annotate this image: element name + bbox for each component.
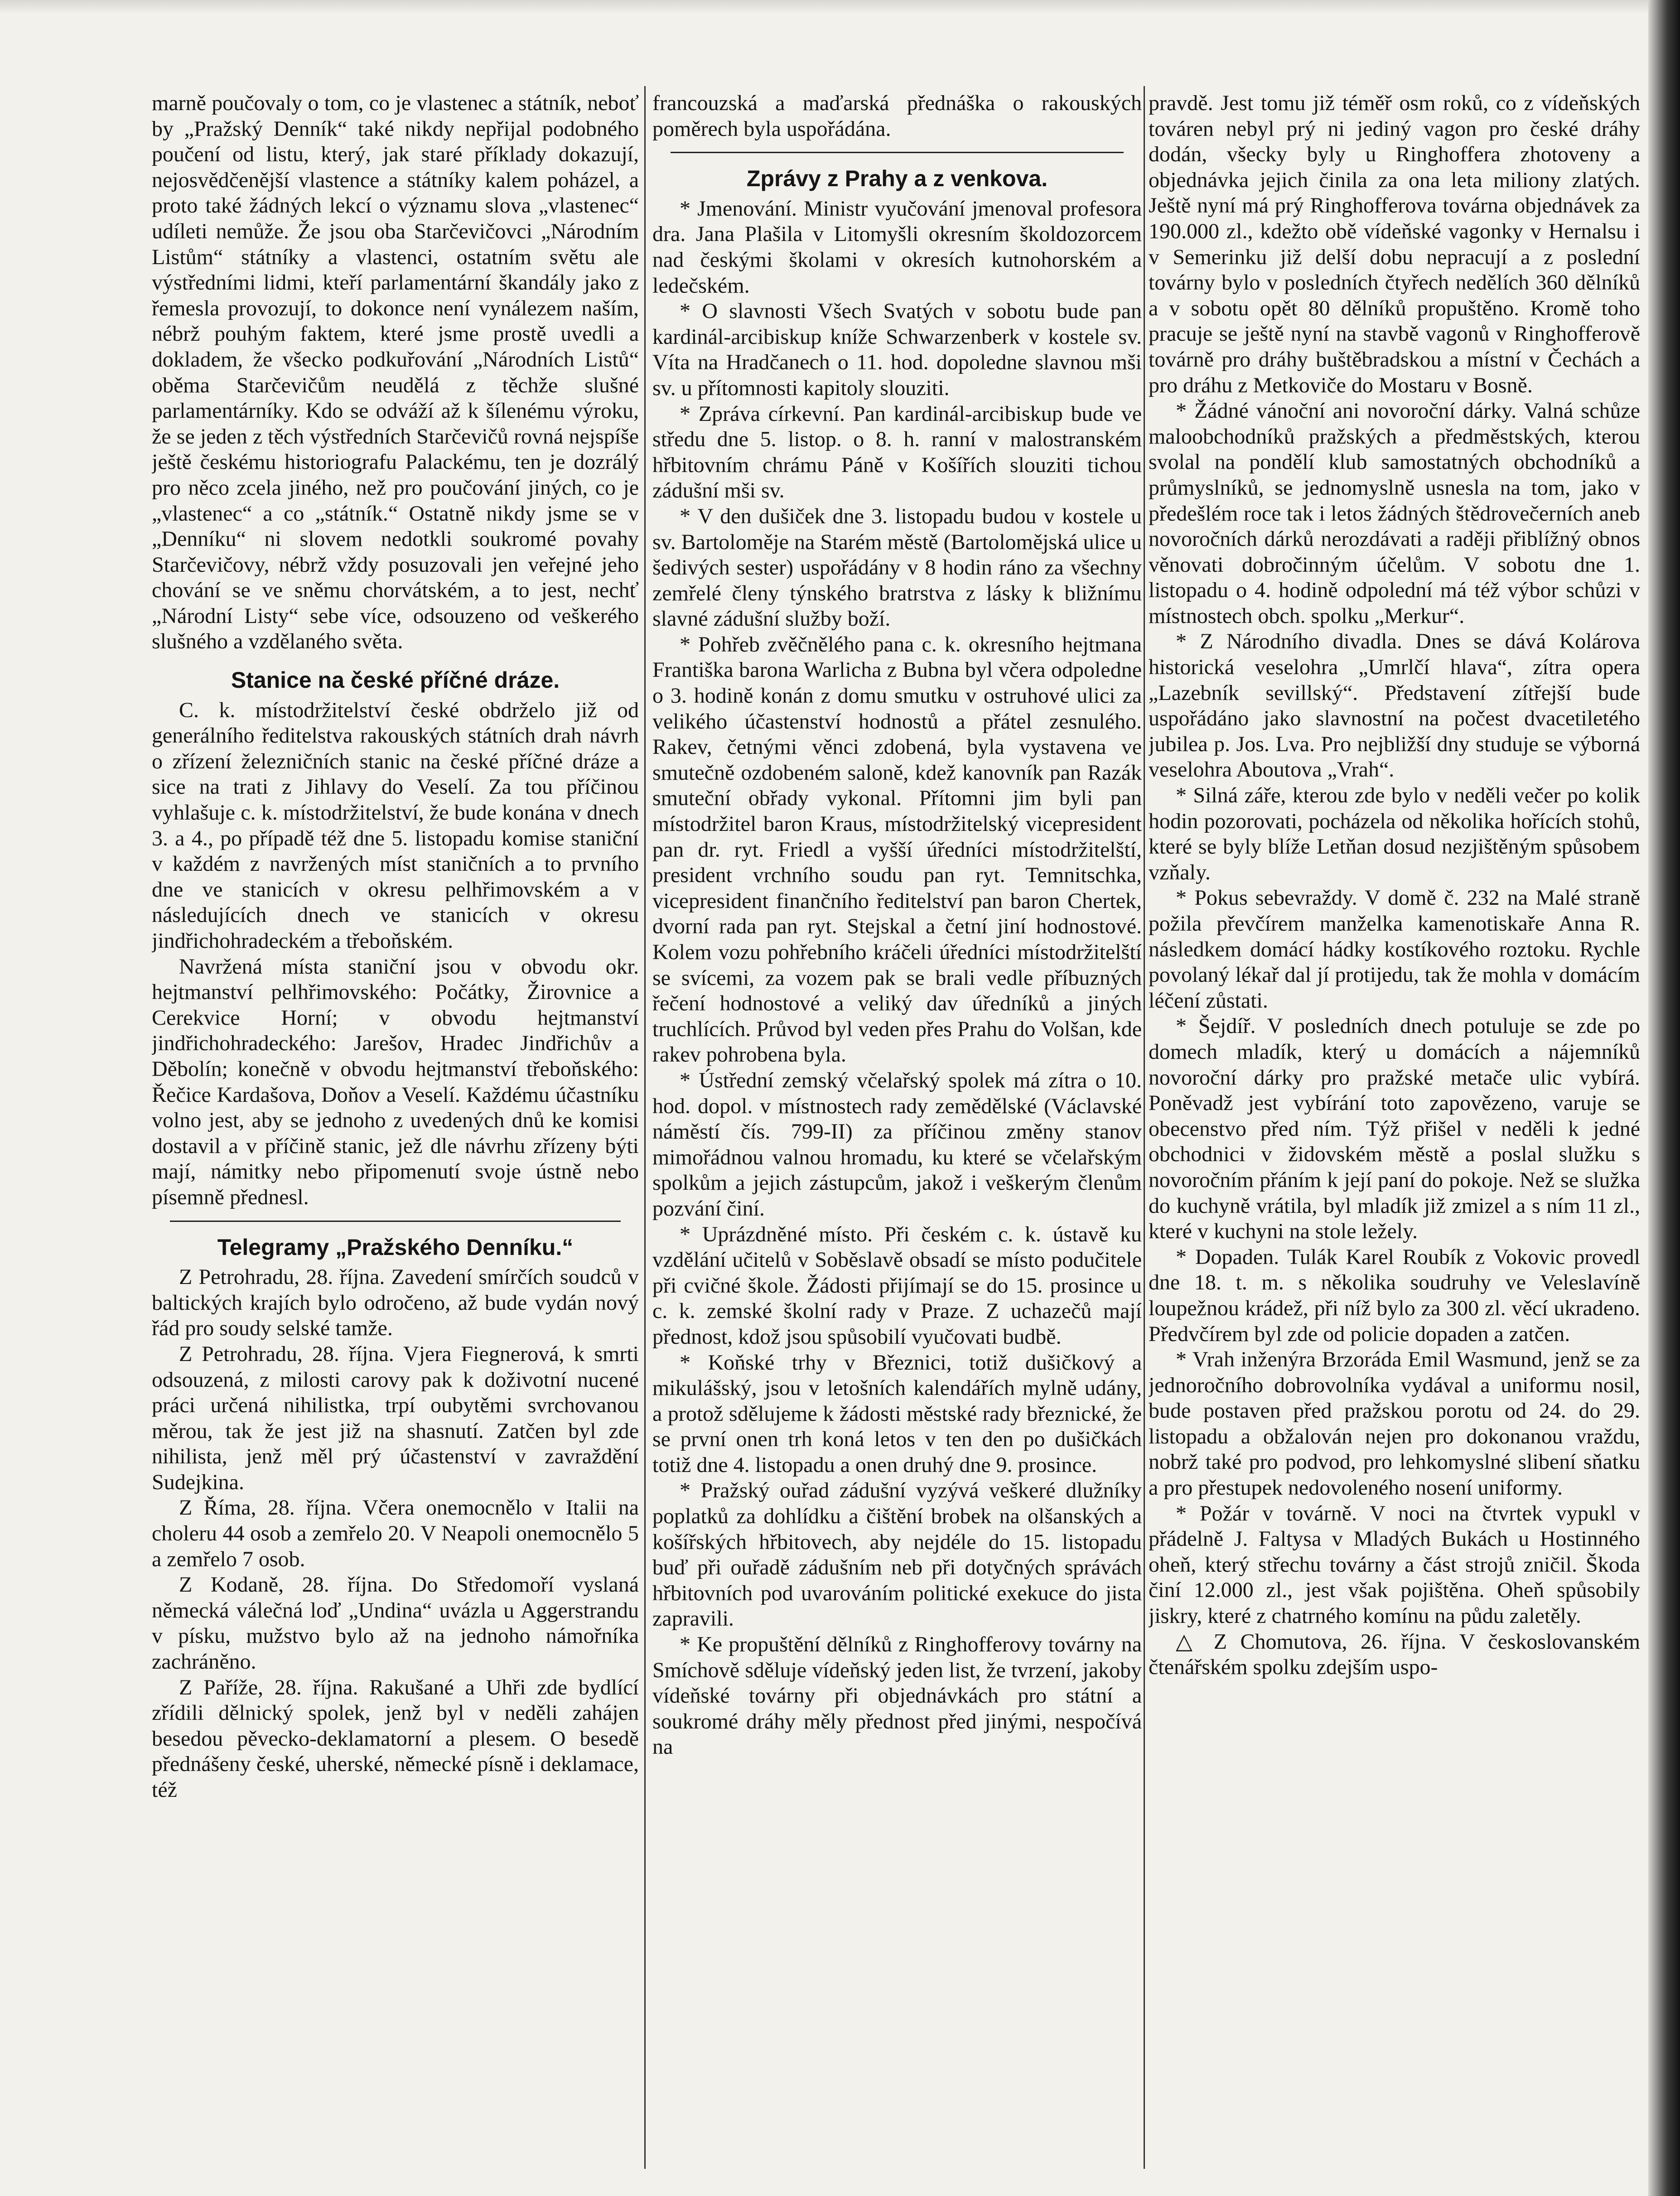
news-narodni-divadlo: * Z Národního divadla. Dnes se dává Kolárova historická veselohra „Umrlčí hlava“, zítra opera „Lazebník sevillský“. Představení zítřejší bude uspořádáno jako slavnostní na počest dvacetiletého jubilea p. Jos. Lva. Pro nejbližší dny studuje se výborná veselohra Aboutova „Vrah“. xyxy=(1149,629,1640,782)
paragraph-stanice-1: C. k. místodržitelství české obdrželo již od generálního ředitelstva rakouských státních drah návrh o zřízení železničních stanic na české příčné dráze a sice na trati z Jihlavy do Veselí. Za tou příčinou vyhlašuje c. k. místodržitelství, že bude konána v dnech 3. a 4., po případě též dne 5. listopadu komise staniční v každém z navržených míst staničních a to prvního dne ve stanicích v okresu pelhřimovském a v následujících dnech ve stanicích v okresu jindřichohradeckém a třeboňském. xyxy=(152,698,639,953)
section-divider xyxy=(170,1221,621,1222)
news-vrah: * Vrah inženýra Brzoráda Emil Wasmund, jenž se za jednoročního dobrovolníka vydával a uniformu nosil, bude postaven před pražskou porotu od 24. do 29. listopadu a obžalován nejen pro dokonanou vraždu, nobrž také pro podvod, pro lehkomyslné slibení sňatku a pro přestupek nedovoleného nosení uniformy. xyxy=(1149,1347,1640,1500)
column-1 xyxy=(152,91,639,2160)
column-rule-1 xyxy=(644,86,646,2169)
news-pozar: * Požár v továrně. V noci na čtvrtek vypukl v přádelně J. Faltysa v Mladých Bukách u Hostinného oheň, který střechu továrny a část strojů zničil. Škoda činí 12.000 zl., jest však pojištěna. Oheň spůsobily jiskry, které z chatrného komínu na půdu zaletěly. xyxy=(1149,1501,1640,1628)
heading-telegramy: Telegramy „Pražského Denníku.“ xyxy=(217,1234,574,1260)
news-zprava-cirkevni: * Zpráva církevní. Pan kardinál-arcibiskup bude ve středu dne 5. listop. o 8. h. ranní v malostranském hřbitovním chrámu Páně v Košířích slouziti tichou zádušní mši sv. xyxy=(652,401,1142,503)
news-darky: * Žádné vánoční ani novoroční dárky. Valná schůze maloobchodníků pražských a předměstských, kterou svolal na pondělí klub samostatných obchodníků a průmyslníků, se jednomyslně usnesla na tom, jako v předešlém roce tak i letos žádných štědrovečerních aneb novoročních dárků nerozdávati a raději přiblížný obnos věnovati dobročinným účelům. V sobotu dne 1. listopadu o 4. hodině odpolední má též výbor schůzi v místnostech obch. spolku „Merkur“. xyxy=(1149,399,1640,628)
telegram-petrohrad-1: Z Petrohradu, 28. října. Zavedení smírčích soudců v baltických krajích bylo odročeno, až bude vydán nový řád pro soudy selské tamže. xyxy=(152,1265,639,1341)
news-pokus-sebevrazdy: * Pokus sebevraždy. V domě č. 232 na Malé straně požila převčírem manželka kamenotiskaře Anna R. následkem domácí hádky kostíkového roztoku. Rychle povolaný lékař dal jí protijedu, tak že mohla v domácím léčení zůstati. xyxy=(1149,886,1640,1013)
news-ourad-zadusni: * Pražský ouřad zádušní vyzývá veškeré dlužníky poplatků za dohlídku a čištění brobek na olšanských a košířských hřbitovech, aby nejdéle do 15. listopadu buď při ouřadě zádušním neb při dotyčných správách hřbitovních pod uvarováním politické exekuce do jista zapravili. xyxy=(652,1478,1142,1631)
column-1-continued-paragraph: marně poučovaly o tom, co je vlastenec a státník, neboť by „Pražský Denník“ také nikdy nepřijal podobného poučení od listu, který, jak staré příklady dokazují, nejosvědčenější vlastence a státníky kalem poházel, a proto také žádných lekcí o významu slova „vlastenec“ udíleti nemůže. Že jsou oba Starčevičovci „Národním Listům“ státníky a vlastenci, ostatním světu ale výstředními lidmi, kteří parlamentární škandály jako z řemesla provozují, to dokonce není vynálezem naším, nébrž pouhým faktem, které jsme prostě uvedli a dokladem, že všecko podkuřování „Národních Listů“ oběma Starčevičům neudělá z těchže slušné parlamentárníky. Kdo se odváží až k šílenému výroku, že se jeden z těch výstředních Starčevičů rovná nejspíše ještě českému historiografu Palackému, ten je dozrálý pro něco zcela jiného, než pro poučování jiných, co je „vlastenec“ a co „státník.“ Ostatně nikdy jsme se v „Denníku“ ni slovem nedotkli soukromé povahy Starčevičovy, nébrž vždy posuzovali jen veřejné jeho chování se ve sněmu chorvátském, a to jest, nechť „Národní Listy“ sebe více, odsouzeno od veškerého slušného a vzdělaného světa. xyxy=(152,91,639,654)
column-3-continued-paragraph: pravdě. Jest tomu již téměř osm roků, co z vídeňských továren nebyl prý ni jediný vagon pro české dráhy dodán, všecky byly u Ringhoffera zhotoveny a objednávka jejich činila za ona leta miliony zlatých. Ještě nyní má prý Ringhofferova továrna objednávek za 190.000 zl., kdežto obě vídeňské vagonky v Hernalsu i v Semerinku již delší dobu nepracují a z poslední továrny bylo v posledních čtyřech nedělích 360 dělníků a v sobotu opět 80 dělníků propuštěno. Kromě toho pracuje se ještě nyní na stavbě vagonů v Ringhofferově továrně pro dráhy buštěbradskou a místní v Čechách a pro dráhu z Metkoviče do Mostaru v Bosně. xyxy=(1149,91,1640,397)
news-pohreb: * Pohřeb zvěčnělého pana c. k. okresního hejtmana Františka barona Warlicha z Bubna byl včera odpoledne o 3. hodině konán z domu smutku v ostruhové ulici za velikého účastenství hodnostů a přátel zesnulého. Rakev, četnými věnci zdobená, byla vystavena ve smutečně ozdobeném saloně, kdež kanovník pan Razák smuteční obřady vykonal. Přítomni jim byli pan místodržitel baron Kraus, místodržitelský vicepresident pan dr. ryt. Friedl a vyšší úředníci místodržitelští, president vrchního soudu pan ryt. Temnitschka, vicepresident finančního ředitelství pan baron Chertek, dvorní rada pan ryt. Stejskal a četní jiní hodnostové. Kolem vozu pohřebního kráčeli úředníci místodržitelští se svícemi, za vozem pak se brali vedle příbuzných řečení hodnostové a veliký dav úředníků a jiných truchlících. Průvod byl veden přes Prahu do Volšan, kde rakev pohrobena byla. xyxy=(652,632,1142,1067)
paragraph-stanice-2: Navržená místa staniční jsou v obvodu okr. hejtmanství pelhřimovského: Počátky, Žirovnice a Cerekvice Horní; v obvodu hejtmanství jindřichohradeckého: Jarešov, Hradec Jindřichův a Děbolín; konečně v obvodu hejtmanství třeboňského: Řečice Kardašova, Doňov a Veselí. Každému účastníku volno jest, aby se jednoho z uvedených dnů ke komisi dostavil a v příčině stanic, jež dle návrhu zřízeny býti mají, námitky nebo připomenutí svoje ústně nebo písemně přednesl. xyxy=(152,954,639,1209)
heading-zpravy: Zprávy z Prahy a z venkova. xyxy=(746,166,1048,192)
news-dopaden: * Dopaden. Tulák Karel Roubík z Vokovic provedl dne 18. t. m. s několika soudruhy ve Veleslavíně loupežnou krádež, při níž bylo za 300 zl. věcí ukradeno. Předvčírem byl zde od policie dopaden a zatčen. xyxy=(1149,1245,1640,1346)
column-2 xyxy=(652,91,1142,2160)
news-propusteni: * Ke propuštění dělníků z Ringhofferovy továrny na Smíchově sděluje vídeňský jeden list, že tvrzení, jakoby vídeňské továrny při objednávkách pro státní a soukromé dráhy měly přednost před jinými, nespočívá na xyxy=(652,1632,1142,1759)
telegram-kodan: Z Kodaně, 28. října. Do Středomoří vyslaná německá válečná loď „Undina“ uvázla u Aggerstrandu v písku, mužstvo bylo až na jednoho námořníka zachráněno. xyxy=(152,1573,639,1674)
telegram-pariz: Z Paříže, 28. října. Rakušané a Uhři zde bydlící zřídili dělnický spolek, jenž byl v neděli zahájen besedou pěvecko-deklamatorní a plesem. O besedě přednášeny české, uherské, německé písně i deklamace, též xyxy=(152,1675,639,1802)
page-binding-edge xyxy=(1648,0,1680,2196)
news-dusicky: * V den dušiček dne 3. listopadu budou v kostele u sv. Bartoloměje na Starém městě (Bartolomějská ulice u šedivých sester) uspořádány v 8 hodin ráno za všechny zemřelé členy týnského bratrstva z lásky k bližnímu slavné zádušní služby boží. xyxy=(652,504,1142,631)
news-silna-zare: * Silná záře, kterou zde bylo v neděli večer po kolik hodin pozorovati, pocházela od několika hořících stohů, které se byly blíže Letňan dosud nezjištěným spůsobem vzňaly. xyxy=(1149,783,1640,884)
telegram-rim: Z Říma, 28. října. Včera onemocnělo v Italii na choleru 44 osob a zemřelo 20. V Neapoli onemocnělo 5 a zemřelo 7 osob. xyxy=(152,1496,639,1571)
top-shadow xyxy=(0,0,1680,14)
column-2-continued-paragraph: francouzská a maďarská přednáška o rakouských poměrech byla uspořádána. xyxy=(652,91,1142,141)
telegram-petrohrad-2: Z Petrohradu, 28. října. Vjera Fiegnerová, k smrti odsouzená, z milosti carovy pak k doživotní nucené práci určená nihilistka, trpí oubytěmi svrchovanou měrou, tak že jest již na shasnutí. Zatčen byl zde nihilista, jenž měl prý účastenství v zavraždění Sudejkina. xyxy=(152,1342,639,1494)
news-sejdir: * Šejdíř. V posledních dnech potuluje se zde po domech mladík, který u domácích a nájemníků novoroční dárky pro pražské metače ulic vybírá. Poněvadž jest vybírání toto zapovězeno, varuje se obecenstvo před ním. Týž přišel v neděli k jedné obchodnici v židovském městě a poslal služku s novoročním přáním k její paní do pokoje. Než se služka do kuchyně vrátila, byl mladík již zmizel a s ním 11 zl., které v kuchyni na stole ležely. xyxy=(1149,1014,1640,1244)
heading-stanice: Stanice na české příčné dráze. xyxy=(231,667,560,693)
news-uprazdnene-misto: * Uprázdněné místo. Při českém c. k. ústavě ku vzdělání učitelů v Soběslavě obsadí se místo podučitele při cvičné škole. Žádosti přijímají se do 15. prosince u c. k. zemské školní rady v Praze. Z uchazečů mají přednost, kdož jsou spůsobilí vyučovati budbě. xyxy=(652,1222,1142,1349)
news-konske-trhy: * Koňské trhy v Březnici, totiž dušičkový a mikulášský, jsou v letošních kalendářích mylně udány, a protož sdělujeme k žádosti městské rady březnické, že se první onen trh koná letos v ten den po dušičkách totiž dne 4. listopadu a onen druhý dne 9. prosince. xyxy=(652,1350,1142,1477)
section-divider xyxy=(671,152,1124,153)
column-rule-2 xyxy=(1144,86,1145,2169)
news-chomutov: △ Z Chomutova, 26. října. V českoslovanském čtenářském spolku zdejším uspo- xyxy=(1149,1629,1640,1680)
news-slavnost: * O slavnosti Všech Svatých v sobotu bude pan kardinál-arcibiskup kníže Schwarzenberk v kostele sv. Víta na Hradčanech o 11. hod. dopoledne slavnou mši sv. u přítomnosti kapitoly slouziti. xyxy=(652,299,1142,400)
news-jmenovani: * Jmenování. Ministr vyučování jmenoval profesora dra. Jana Plašila v Litomyšli okresním školdozorcem nad českými školami v okresích kutnohorském a ledečském. xyxy=(652,196,1142,298)
column-3 xyxy=(1149,91,1640,2160)
news-vcelarsky-spolek: * Ústřední zemský včelařský spolek má zítra o 10. hod. dopol. v místnostech rady zemědělské (Václavské náměstí čís. 799-II) za příčinou změny stanov mimořádnou valnou hromadu, ku které se včelařským spolkům a jejich zástupcům, jakož i veškerým členům pozvání činí. xyxy=(652,1068,1142,1221)
